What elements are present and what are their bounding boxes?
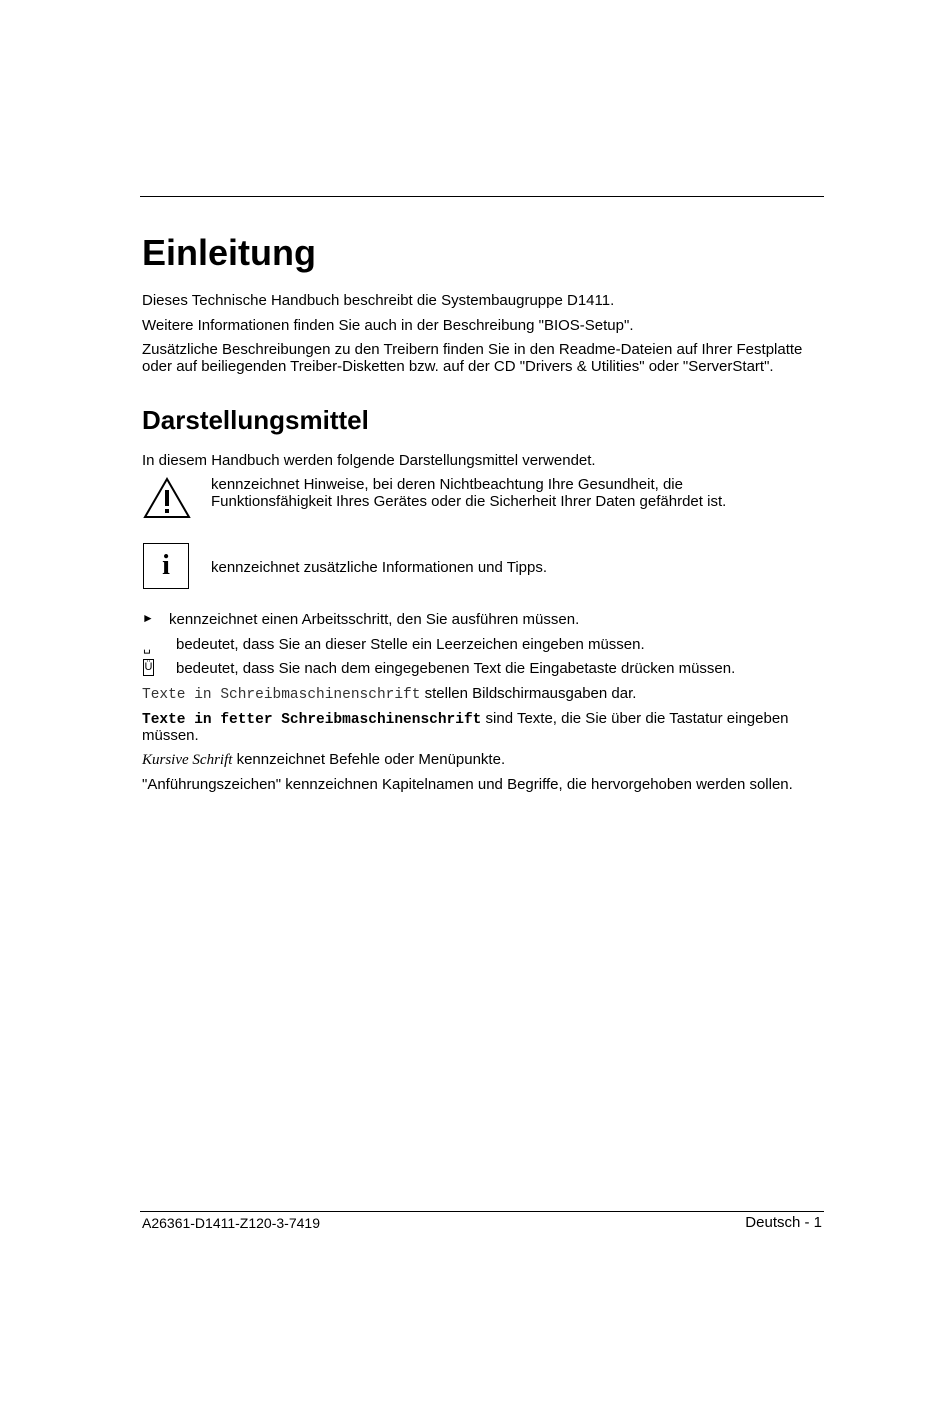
enter-text: bedeutet, dass Sie nach dem eingegebenen Text die Eingabetaste drücken müssen. [176,660,736,677]
header-rule [140,196,824,197]
space-symbol-icon: ␣ [143,640,151,654]
warning-text-line-1: kennzeichnet Hinweise, bei deren Nichtbeachtung Ihre Gesundheit, die [211,476,683,493]
space-text: bedeutet, dass Sie an dieser Stelle ein Leerzeichen eingeben müssen. [176,636,645,653]
footer-page-label: Deutsch - 1 [745,1214,822,1231]
section-intro: In diesem Handbuch werden folgende Darstellungsmittel verwendet. [142,452,596,469]
mono-bold-sample: Texte in fetter Schreibmaschinenschrift [142,712,482,728]
chapter-paragraph-2: Weitere Informationen finden Sie auch in der Beschreibung "BIOS-Setup". [142,317,634,334]
italic-line [142,751,505,769]
chapter-paragraph-1: Dieses Technische Handbuch beschreibt die Systembaugruppe D1411. [142,292,615,309]
italic-sample: Kursive Schrift [142,752,233,768]
chapter-paragraph-3-line-2: oder auf beiliegenden Treiber-Disketten bzw. auf der CD "Drivers & Utilities" oder "ServerStart". [142,358,774,375]
warning-triangle-icon [142,476,192,520]
step-arrow-icon: ► [142,611,154,625]
warning-text-line-2: Funktionsfähigkeit Ihres Gerätes oder die Sicherheit Ihrer Daten gefährdet ist. [211,493,727,510]
step-text: kennzeichnet einen Arbeitsschritt, den Sie ausführen müssen. [169,611,580,628]
info-text: kennzeichnet zusätzliche Informationen und Tipps. [211,559,548,576]
mono-bold-line-2: müssen. [142,727,199,744]
mono-plain-line [142,685,636,704]
footer-doc-id: A26361-D1411-Z120-3-7419 [142,1215,320,1231]
italic-text: kennzeichnet Befehle oder Menüpunkte. [232,751,506,768]
info-icon-symbol: i [162,550,170,581]
chapter-paragraph-3-line-1: Zusätzliche Beschreibungen zu den Treibern finden Sie in den Readme-Dateien auf Ihrer Festplatte [142,341,803,358]
section-title: Darstellungsmittel [142,405,369,435]
chapter-title: Einleitung [142,232,316,273]
quotes-line: "Anführungszeichen" kennzeichnen Kapitelnamen und Begriffe, die hervorgehoben werden sollen. [142,776,793,793]
mono-plain-text: stellen Bildschirmausgaben dar. [420,685,637,702]
enter-key-icon: Ü [143,659,154,676]
mono-bold-text: sind Texte, die Sie über die Tastatur eingeben [481,710,789,727]
info-icon [143,543,189,589]
mono-plain-sample: Texte in Schreibmaschinenschrift [142,687,421,703]
mono-bold-line [142,710,789,729]
footer-rule [140,1211,824,1212]
